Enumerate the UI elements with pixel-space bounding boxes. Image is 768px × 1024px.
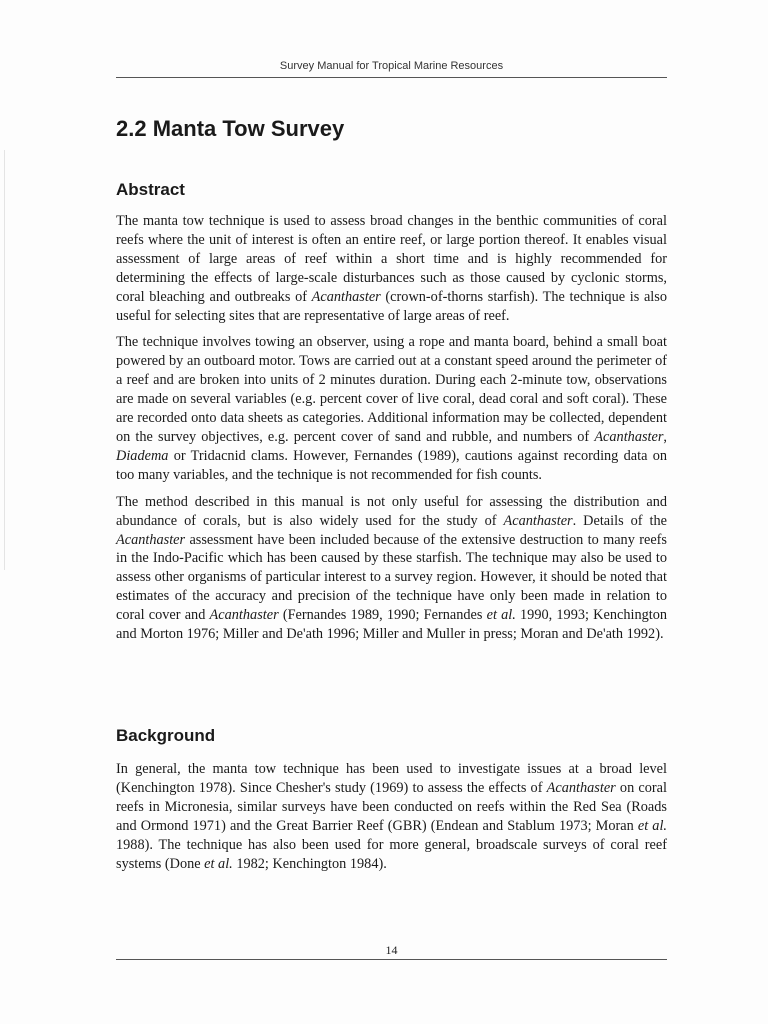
running-header: Survey Manual for Tropical Marine Resources [279,60,504,72]
italic-term: Diadema [116,447,169,464]
italic-term: et al. [204,855,233,872]
section-title: 2.2 Manta Tow Survey [116,116,345,141]
italic-term: Acanthaster [209,607,279,624]
header-rule [116,77,667,78]
page-number: 14 [385,943,398,957]
scan-edge-shadow [4,150,5,570]
italic-term: Acanthaster [594,428,664,445]
background-paragraph-1: In general, the manta tow technique has been used to investigate issues at a broad level (Kenchington 1978). Since Chesher's study (1969) to assess the effects of Acanthaster on coral reefs in Micronesia, similar surveys have been conducted on reefs within the Red Sea (Roads and Ormond 1971) and the Great Barrier Reef (GBR) (Endean and Stablum 1973; Moran et al. 1988). The technique has also been used for more general, broadscale surveys of coral reef systems (Done et al. 1982; Kenchington 1984). [116,761,667,872]
footer-rule [116,959,667,960]
abstract-paragraph-1: The manta tow technique is used to assess broad changes in the benthic communities of coral reefs where the unit of interest is often an entire reef, or large portion thereof. It enables visual assessment of large areas of reef within a short time and is highly recommended for determining the effects of large-scale disturbances such as those caused by cyclonic storms, coral bleaching and outbreaks of Acanthaster (crown-of-thorns starfish). The technique is also useful for selecting sites that are representative of large areas of reef. [116,213,667,324]
abstract-heading: Abstract [116,180,185,199]
italic-term: Acanthaster [546,779,616,796]
background-body [116,760,667,873]
background-heading: Background [116,726,216,745]
abstract-paragraph-3: The method described in this manual is not only useful for assessing the distribution and abundance of corals, but is also widely used for the study of Acanthaster. Details of the Acanthaster assessment have been included because of the extensive destruction to many reefs in the Indo-Pacific which has been caused by these starfish. The technique may also be used to assess other organisms of particular interest to a survey region. However, it should be noted that estimates of the accuracy and precision of the technique have only been made in relation to coral cover and Acanthaster (Fernandes 1989, 1990; Fernandes et al. 1990, 1993; Kenchington and Morton 1976; Miller and De'ath 1996; Miller and Muller in press; Moran and De'ath 1992). [116,493,668,643]
italic-term: Acanthaster [116,531,186,548]
abstract-body [116,212,667,644]
italic-term: et al. [637,817,667,834]
abstract-paragraph-2: The technique involves towing an observer, using a rope and manta board, behind a small boat powered by an outboard motor. Tows are carried out at a constant speed around the perimeter of a reef and are broken into units of 2 minutes duration. During each 2-minute tow, observations are made on several variables (e.g. percent cover of live coral, dead coral and soft coral). These are recorded onto data sheets as categories. Additional information may be collected, dependent on the survey objectives, e.g. percent cover of sand and rubble, and numbers of Acanthaster, Diadema or Tridacnid clams. However, Fernandes (1989), cautions against recording data on too many variables, and the technique is not recommended for fish counts. [116,334,667,483]
italic-term: Acanthaster [503,512,573,529]
italic-term: et al. [486,607,516,624]
italic-term: Acanthaster [311,288,381,305]
